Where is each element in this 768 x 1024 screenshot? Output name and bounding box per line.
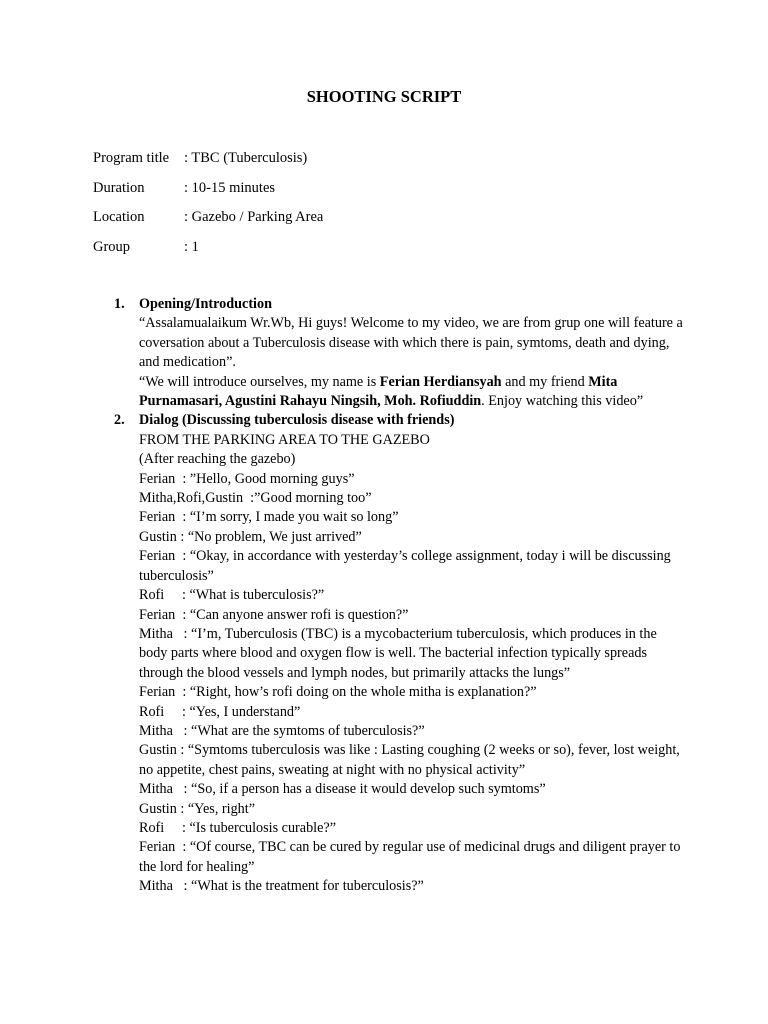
dialog-text: “Right, how’s rofi doing on the whole mitha is explanation?” <box>189 684 537 701</box>
dialog-speaker: Rofi : <box>139 703 190 720</box>
dialog-speaker: Ferian : <box>139 839 190 856</box>
intro-name-host: Ferian Herdiansyah <box>379 373 502 390</box>
dialog-lines <box>139 470 684 897</box>
info-label: Group <box>93 238 131 255</box>
dialog-line <box>139 722 684 741</box>
dialog-speaker: Gustin : <box>139 528 188 545</box>
dialog-line <box>139 470 684 489</box>
dialog-text: “Yes, I understand” <box>189 703 301 720</box>
dialog-text: “So, if a person has a disease it would develop such symtoms” <box>191 781 546 798</box>
dialog-text: ”Good morning too” <box>254 490 372 507</box>
info-value: : 1 <box>184 238 199 255</box>
dialog-speaker: Gustin : <box>139 800 188 817</box>
info-value: : Gazebo / Parking Area <box>184 209 324 225</box>
dialog-line <box>139 703 684 722</box>
info-value: : 10-15 minutes <box>184 179 276 196</box>
dialog-speaker: Mitha : <box>139 781 192 798</box>
dialog-line <box>139 508 684 527</box>
stage-direction: (After reaching the gazebo) <box>139 451 296 468</box>
scene-heading: FROM THE PARKING AREA TO THE GAZEBO <box>139 431 430 448</box>
dialog-text: “Okay, in accordance with yesterday’s college assignment, today i will be discussing tuberculosis” <box>139 548 671 584</box>
intro-text: . Enjoy watching this video” <box>481 393 644 410</box>
introduction-paragraph <box>139 373 684 412</box>
dialog-text: “What is tuberculosis?” <box>189 587 325 604</box>
dialog-speaker: Ferian : <box>139 548 190 565</box>
dialog-line <box>139 489 684 508</box>
intro-text: and my friend <box>501 373 589 390</box>
section-number: 2. <box>114 412 125 429</box>
dialog-text: “No problem, We just arrived” <box>187 528 362 545</box>
dialog-text: “I’m, Tuberculosis (TBC) is a mycobacterium tuberculosis, which produces in the body parts where blood and oxygen flow is well. The bacterial infection typically spreads through the blood vessels and lymph nodes, but primarily attacks the lungs” <box>139 625 657 681</box>
dialog-speaker: Mitha : <box>139 878 192 895</box>
dialog-line <box>139 838 684 877</box>
dialog-text: “What is the treatment for tuberculosis?” <box>191 878 424 895</box>
document-title: SHOOTING SCRIPT <box>306 87 462 106</box>
dialog-text: “Can anyone answer rofi is question?” <box>189 606 409 623</box>
intro-name-friends: Mita Purnamasari, Agustini Rahayu Ningsih, Moh. Rofiuddin <box>139 373 618 410</box>
dialog-speaker: Ferian : <box>139 470 190 487</box>
dialog-line <box>139 606 684 625</box>
dialog-line <box>139 877 684 896</box>
dialog-line <box>139 528 684 547</box>
dialog-text: “What are the symtoms of tuberculosis?” <box>191 722 425 739</box>
section-heading: Opening/Introduction <box>139 296 272 312</box>
section-heading: Dialog (Discussing tuberculosis disease with friends) <box>139 412 455 429</box>
info-value: : TBC (Tuberculosis) <box>184 150 308 166</box>
section-list <box>114 295 684 897</box>
dialog-speaker: Mitha : <box>139 722 192 739</box>
dialog-line <box>139 586 684 605</box>
section-dialog <box>114 411 684 896</box>
info-label: Location <box>93 209 145 225</box>
dialog-speaker: Mitha : <box>139 625 192 642</box>
dialog-line <box>139 547 684 586</box>
dialog-line <box>139 800 684 819</box>
dialog-speaker: Mitha,Rofi,Gustin : <box>139 490 255 507</box>
dialog-line <box>139 683 684 702</box>
opening-paragraph: “Assalamualaikum Wr.Wb, Hi guys! Welcome to my video, we are from grup one will feature a coversation about a Tuberculosis disease with which there is pain, symtoms, death and dying, and medication”. <box>139 315 683 371</box>
dialog-speaker: Rofi : <box>139 819 190 836</box>
dialog-line <box>139 819 684 838</box>
dialog-text: “Of course, TBC can be cured by regular use of medicinal drugs and diligent prayer to the lord for healing” <box>139 839 681 875</box>
dialog-speaker: Gustin : <box>139 742 188 759</box>
dialog-text: “Is tuberculosis curable?” <box>189 819 336 836</box>
dialog-speaker: Rofi : <box>139 587 190 604</box>
info-label: Program title <box>93 150 170 166</box>
dialog-speaker: Ferian : <box>139 509 190 526</box>
dialog-text: ”Hello, Good morning guys” <box>189 470 355 487</box>
dialog-line <box>139 741 684 780</box>
info-label: Duration <box>93 179 145 196</box>
section-opening <box>114 295 684 411</box>
section-number: 1. <box>114 296 125 312</box>
dialog-line <box>139 780 684 799</box>
dialog-speaker: Ferian : <box>139 606 190 623</box>
dialog-speaker: Ferian : <box>139 684 190 701</box>
dialog-text: “Symtoms tuberculosis was like : Lasting coughing (2 weeks or so), fever, lost weight, no appetite, chest pains, sweating at night with no physical activity” <box>139 742 680 778</box>
dialog-line <box>139 625 684 683</box>
dialog-text: “I’m sorry, I made you wait so long” <box>189 509 399 526</box>
intro-text: “We will introduce ourselves, my name is <box>139 373 380 390</box>
dialog-text: “Yes, right” <box>187 800 256 817</box>
